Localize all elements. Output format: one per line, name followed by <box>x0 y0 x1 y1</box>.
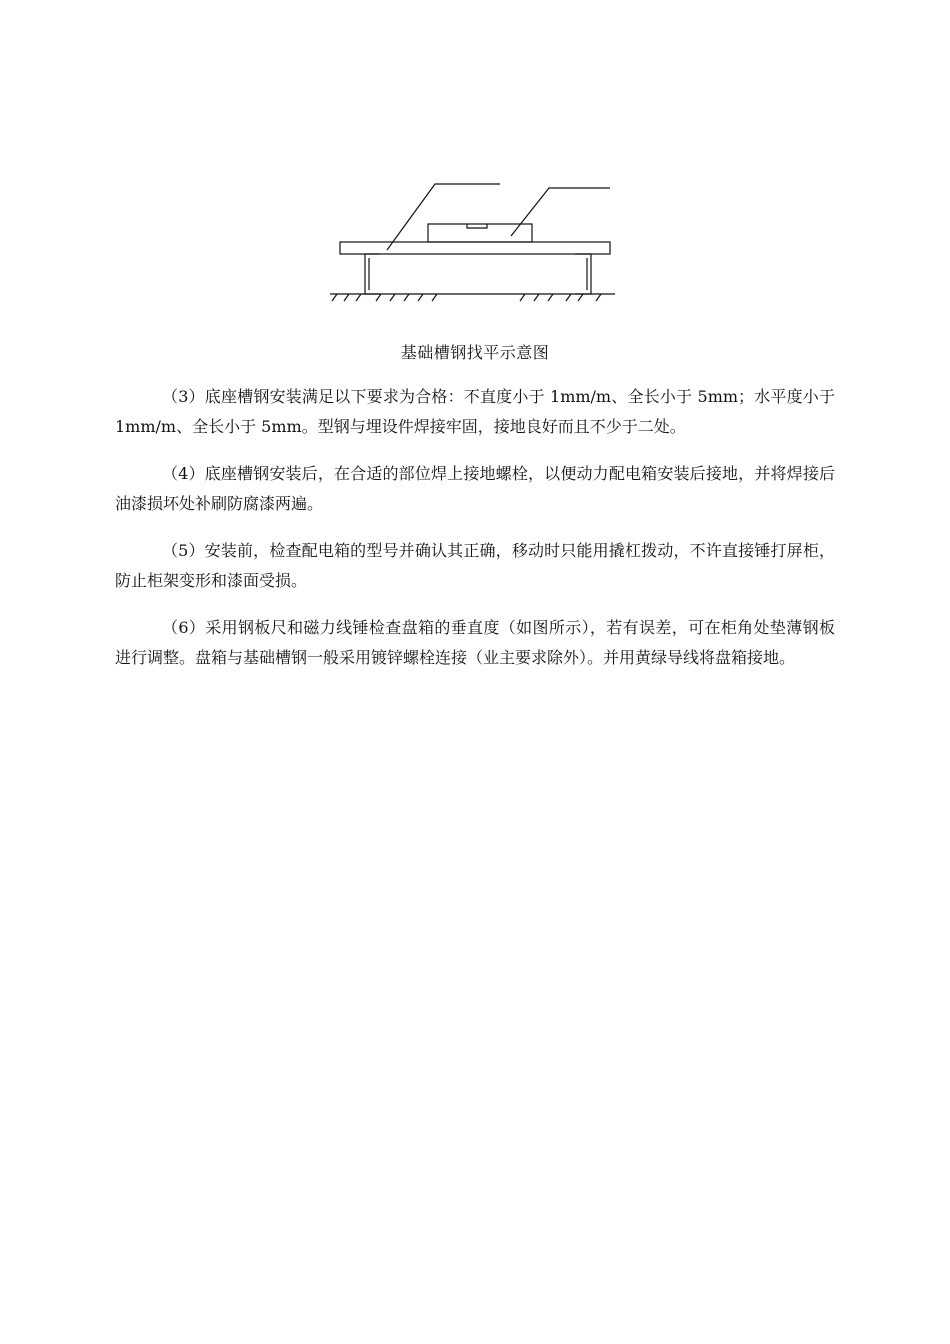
paragraph-5 <box>115 536 835 596</box>
channel-steel-leveling-diagram <box>325 178 625 308</box>
paragraph-text: （3）底座槽钢安装满足以下要求为合格：不直度小于 1mm/m、全长小于 5mm；水平度小于 1mm/m、全长小于 5mm。型钢与埋设件焊接牢固，接地良好而且不少于二处。 <box>115 387 835 436</box>
figure-caption: 基础槽钢找平示意图 <box>400 343 550 362</box>
paragraph-text: （4）底座槽钢安装后，在合适的部位焊上接地螺栓，以便动力配电箱安装后接地，并将焊接后油漆损坏处补刷防腐漆两遍。 <box>115 464 835 513</box>
level-bubble <box>467 224 487 228</box>
leader-line-right <box>511 188 610 236</box>
paragraph-text: （5）安装前，检查配电箱的型号并确认其正确，移动时只能用撬杠拨动，不许直接锤打屏柜，防止柜架变形和漆面受损。 <box>115 541 835 590</box>
spirit-level <box>428 224 532 242</box>
top-plate <box>340 242 610 254</box>
channel-steel-right <box>575 254 591 294</box>
ground-hatch-left <box>332 294 437 301</box>
ground-hatch-right <box>520 294 601 301</box>
paragraph-6 <box>115 613 835 673</box>
leader-line-left <box>387 184 500 250</box>
document-body <box>115 382 835 690</box>
paragraph-3 <box>115 382 835 442</box>
channel-steel-left <box>365 254 380 294</box>
paragraph-4 <box>115 459 835 519</box>
diagram-svg <box>325 178 625 308</box>
paragraph-text: （6）采用钢板尺和磁力线锤检查盘箱的垂直度（如图所示），若有误差，可在柜角处垫薄钢板进行调整。盘箱与基础槽钢一般采用镀锌螺栓连接（业主要求除外）。并用黄绿导线将盘箱接地。 <box>115 618 835 667</box>
